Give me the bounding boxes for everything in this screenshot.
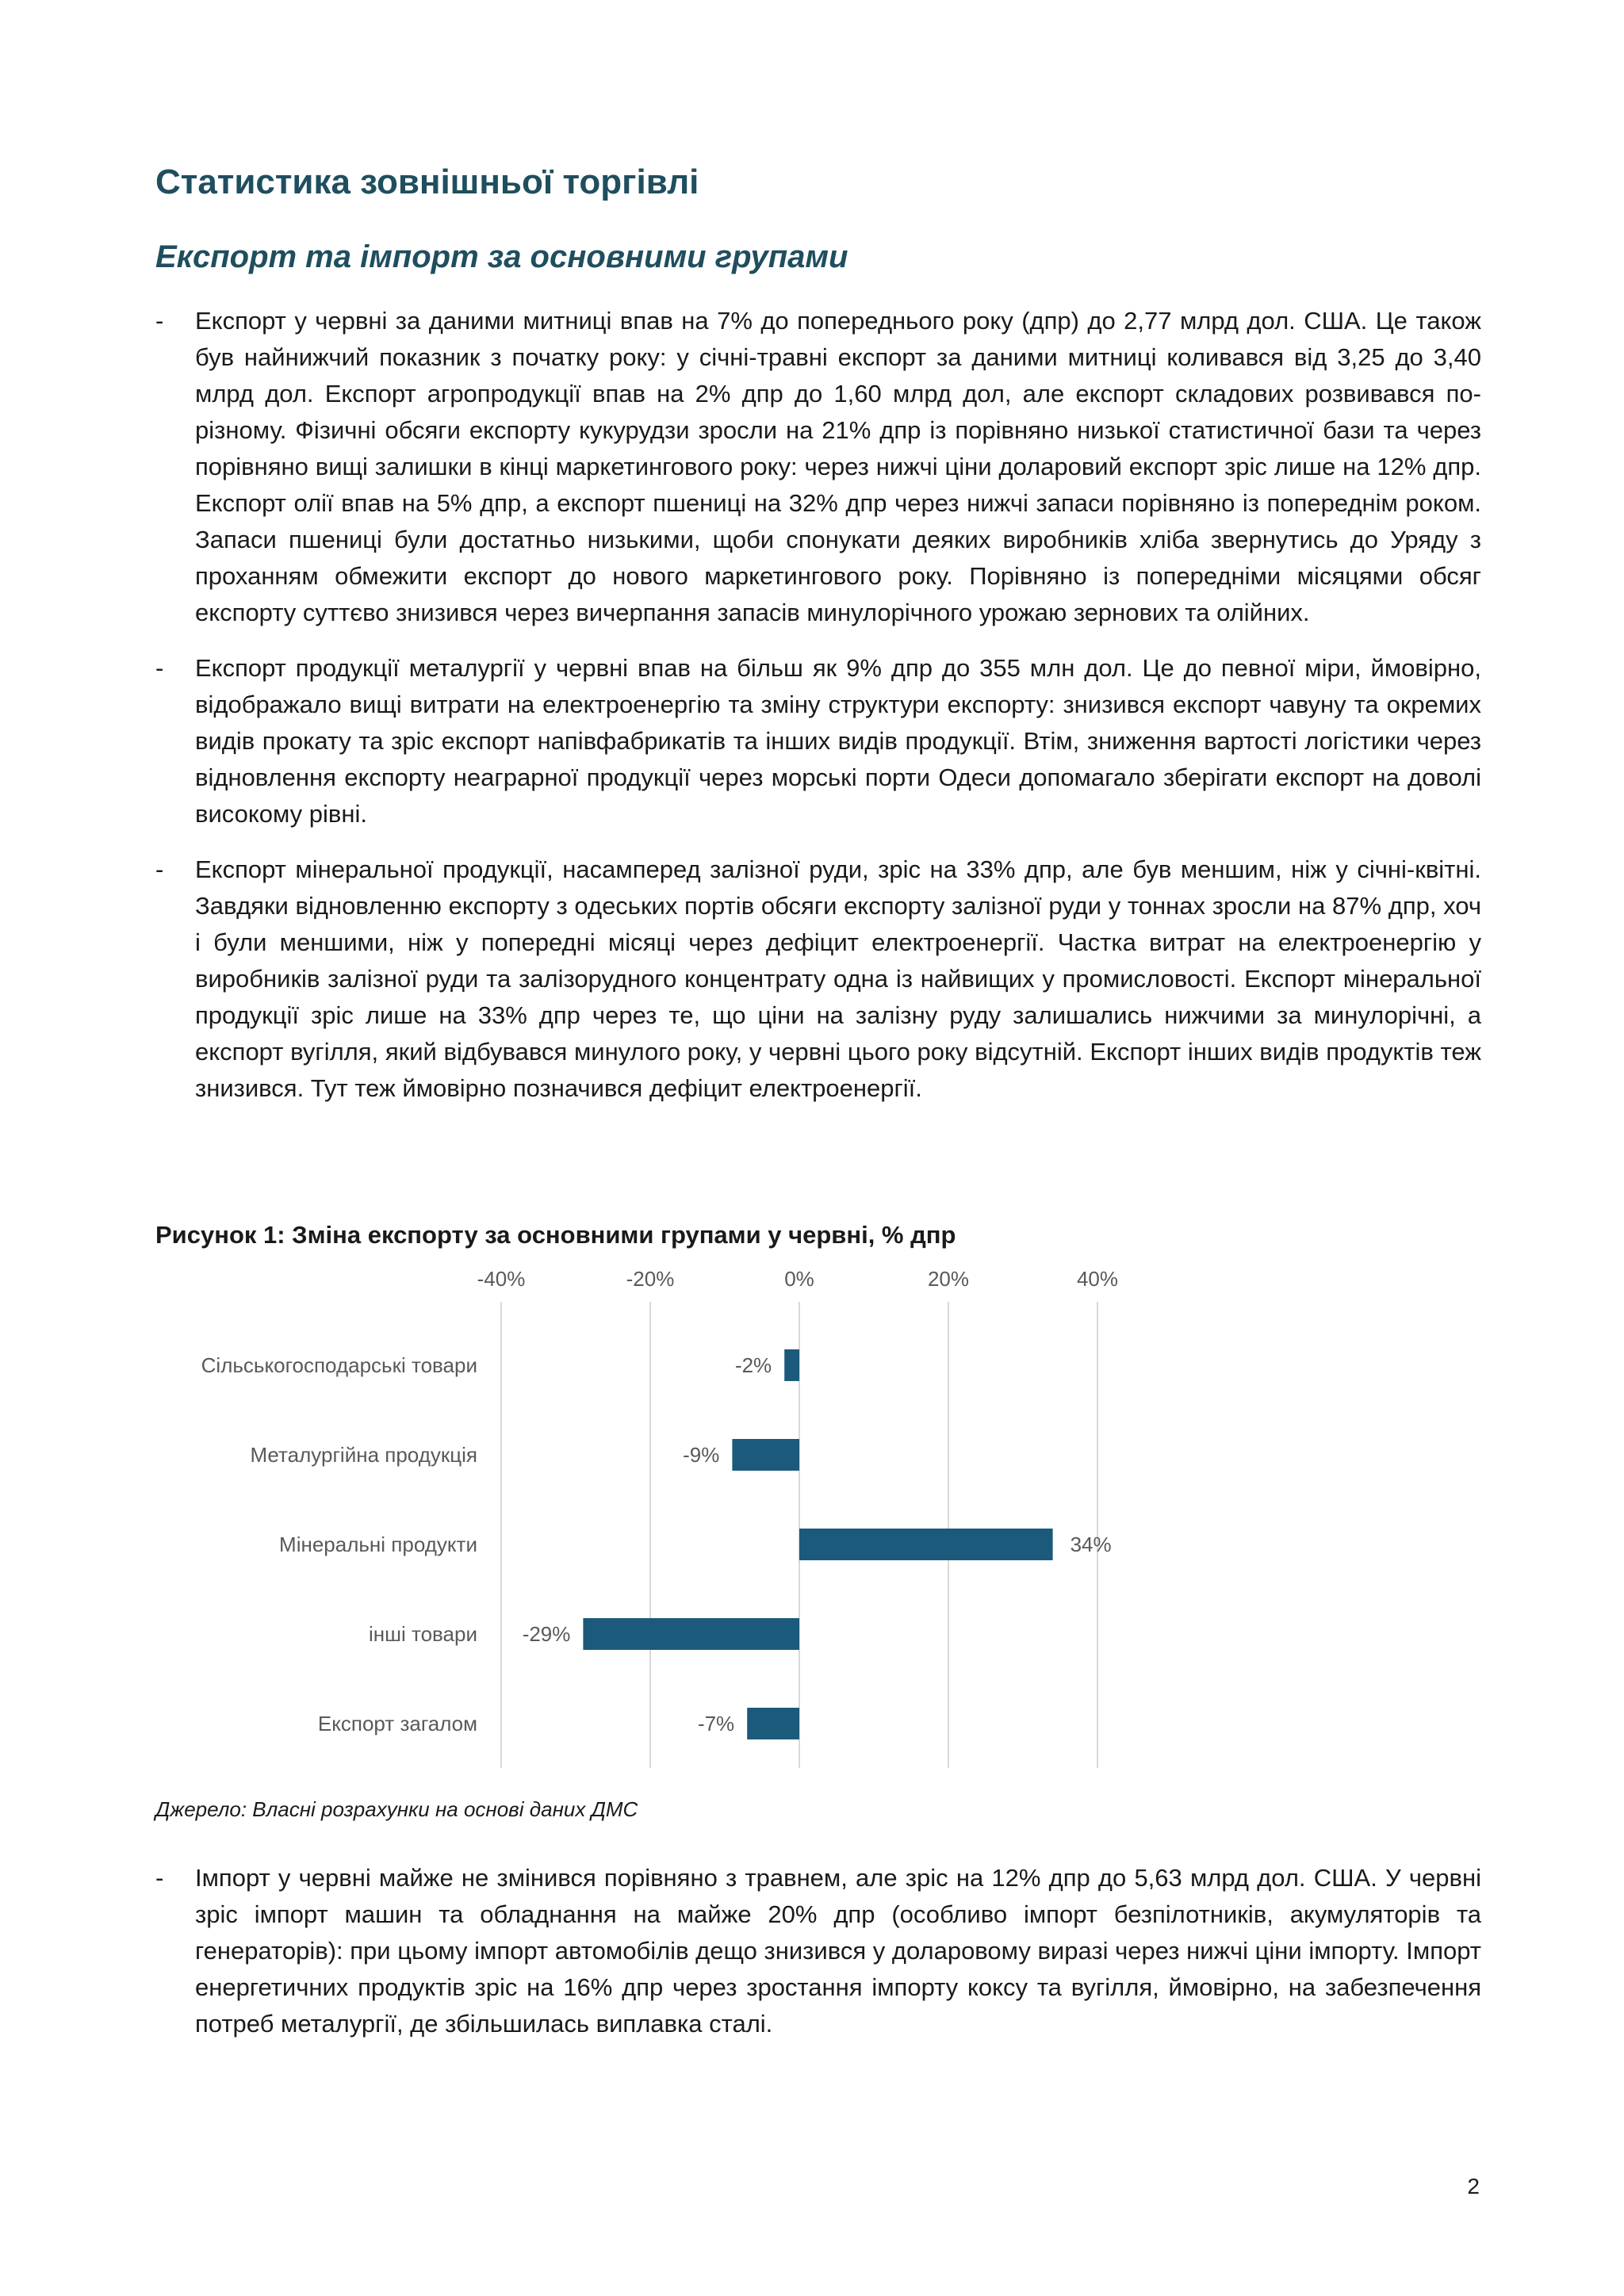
chart-data-label: -9%	[683, 1443, 720, 1467]
chart-category-label: Експорт загалом	[317, 1712, 477, 1735]
bullet-marker: -	[155, 855, 164, 883]
chart-data-label: -2%	[734, 1353, 772, 1377]
chart-tick-label: 0%	[784, 1267, 814, 1291]
bullet-text: Імпорт у червні майже не змінився порівняно з травнем, але зріс на 12% дпр до 5,63 млрд дол. США. У червні зріс імпорт машин та обладнання на майже 20% дпр (особливо імпорт безпілотників, акумуляторів та генераторів): при цьому імпорт автомобілів дещо знизився у доларовому виразі через нижчі ціни імпорту. Імпорт енергетичних продуктів зріс на 16% дпр через зростання імпорту коксу та вугілля, ймовірно, на забезпечення потреб металургії, де збільшилась виплавка сталі.	[195, 1864, 1481, 2038]
chart-category-label: інші товари	[368, 1622, 477, 1646]
bullet-item	[155, 650, 1481, 832]
bullet-item	[155, 851, 1481, 1107]
chart-tick-label: 20%	[927, 1267, 970, 1291]
chart-bars	[583, 1349, 1052, 1739]
chart-category-label: Сільськогосподарські товари	[201, 1353, 477, 1377]
chart-category-label: Мінеральні продукти	[279, 1533, 477, 1556]
chart-tick-label: 40%	[1076, 1267, 1119, 1291]
chart-bar	[799, 1529, 1053, 1560]
chart-data-label: -7%	[697, 1712, 735, 1735]
chart-bar	[784, 1349, 799, 1381]
bullet-marker: -	[155, 654, 164, 682]
chart-bar	[583, 1618, 799, 1650]
chart-tick-label: -40%	[477, 1267, 526, 1291]
bullet-list-export	[155, 303, 1481, 1126]
figure-title: Рисунок 1: Зміна експорту за основними групами у червні, % дпр	[155, 1221, 956, 1249]
bullet-marker: -	[155, 307, 164, 335]
section-subheading: Експорт та імпорт за основними групами	[155, 239, 848, 274]
chart-tick-labels	[477, 1267, 1118, 1291]
bullet-item	[155, 1860, 1481, 2042]
chart-data-label: -29%	[522, 1622, 571, 1646]
section-heading: Статистика зовнішньої торгівлі	[155, 163, 699, 201]
bullet-item	[155, 303, 1481, 631]
bullet-list-import	[155, 1860, 1481, 2061]
bullet-text: Експорт мінеральної продукції, насамперед залізної руди, зріс на 33% дпр, але був меншим, ніж у січні-квітні. Завдяки відновленню експорту з одеських портів обсяги експорту залізної руди у тоннах зросли на 87% дпр, хоч і були меншими, ніж у попередні місяці через дефіцит електроенергії. Частка витрат на електроенергію у виробників залізної руди та залізорудного концентрату одна із найвищих у промисловості. Експорт мінеральної продукції зріс лише на 33% дпр через те, що ціни на залізну руду залишались нижчими за минулорічні, а експорт вугілля, який відбувався минулого року, у червні цього року відсутній. Експорт інших видів продуктів теж знизився. Тут теж ймовірно позначився дефіцит електроенергії.	[195, 855, 1481, 1102]
chart-data-label: 34%	[1070, 1533, 1112, 1556]
bullet-text: Експорт у червні за даними митниці впав на 7% до попереднього року (дпр) до 2,77 млрд дол. США. Це також був найнижчий показник з початку року: у січні-травні експорт за даними митниці коливався від 3,25 до 3,40 млрд дол. Експорт агропродукції впав на 2% дпр до 1,60 млрд дол, але експорт складових розвивався по-різному. Фізичні обсяги експорту кукурудзи зросли на 21% дпр із порівняно низької статистичної бази та через порівняно вищі залишки в кінці маркетингового року: через нижчі ціни доларовий експорт зріс лише на 12% дпр. Експорт олії впав на 5% дпр, а експорт пшениці на 32% дпр через нижчі запаси порівняно із попереднім роком. Запаси пшениці були достатньо низькими, щоби спонукати деяких виробників хліба звернутись до Уряду з проханням обмежити експорт до нового маркетингового року. Порівняно із попередніми місяцями обсяг експорту суттєво знизився через вичерпання запасів минулорічного урожаю зернових та олійних.	[195, 307, 1481, 626]
chart-tick-label: -20%	[626, 1267, 675, 1291]
chart-category-labels	[201, 1353, 477, 1735]
bullet-marker: -	[155, 1864, 164, 1892]
chart-category-label: Металургійна продукція	[250, 1443, 477, 1467]
chart-bar	[747, 1708, 799, 1739]
chart-bar	[732, 1439, 799, 1471]
bullet-text: Експорт продукції металургії у червні впав на більш як 9% дпр до 355 млн дол. Це до певної міри, ймовірно, відображало вищі витрати на електроенергію та зміну структури експорту: знизився експорт чавуну та окремих видів прокату та зріс експорт напівфабрикатів та інших видів продукції. Втім, зниження вартості логістики через відновлення експорту неаграрної продукції через морські порти Одеси допомагало зберігати експорт на доволі високому рівні.	[195, 654, 1481, 828]
figure-source: Джерело: Власні розрахунки на основі даних ДМС	[155, 1797, 638, 1821]
page-number: 2	[1467, 2174, 1480, 2198]
export-change-bar-chart	[155, 1253, 1481, 1776]
